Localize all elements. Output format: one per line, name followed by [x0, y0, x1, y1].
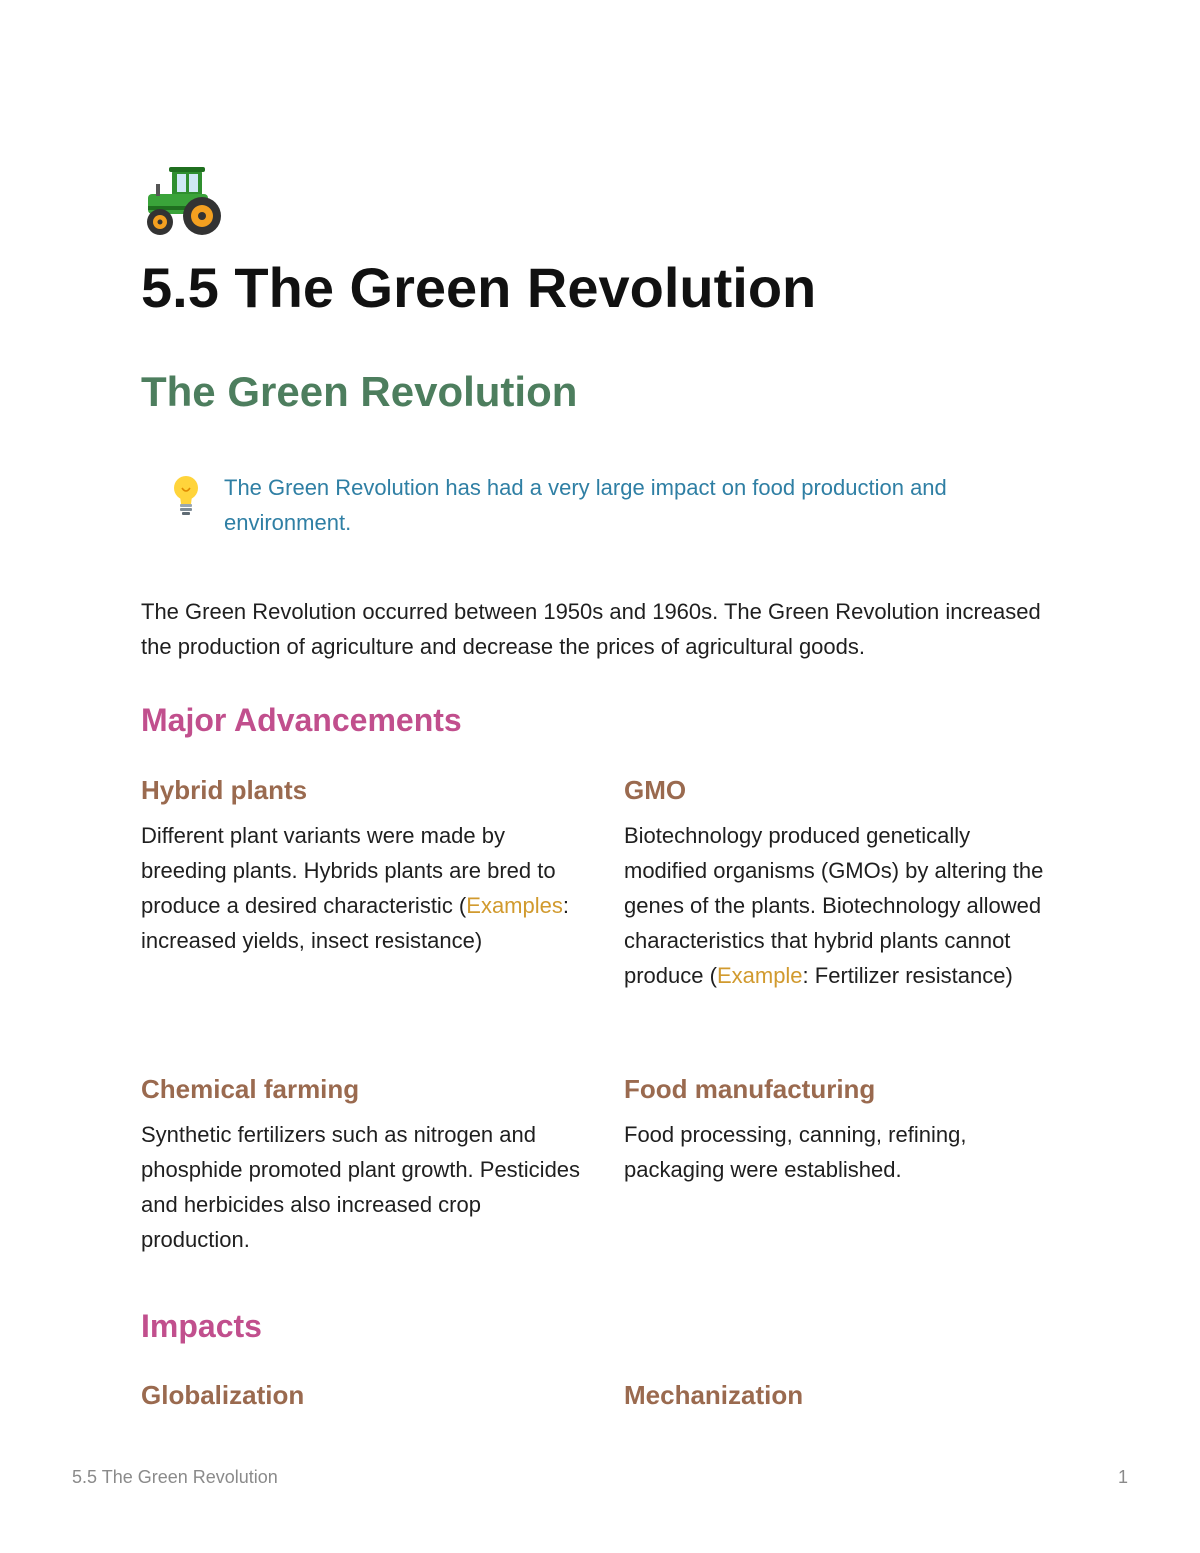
food-manufacturing-text: Food processing, canning, refining, packaging were established. — [624, 1122, 967, 1182]
light-bulb-icon — [171, 474, 201, 518]
example-highlight: Example — [716, 963, 803, 988]
callout — [141, 466, 1061, 546]
hybrid-text-before: Different plant variants were made by breeding plants. Hybrids plants are bred to produce a desired characteristic ( — [141, 823, 556, 918]
footer-title: 5.5 The Green Revolution — [72, 1467, 278, 1487]
heading-hybrid-plants: Hybrid plants — [141, 775, 308, 805]
heading-gmo: GMO — [624, 775, 687, 805]
hybrid-text-after: : increased yields, insect resistance) — [141, 893, 569, 953]
intro-paragraph: The Green Revolution occurred between 1950s and 1960s. The Green Revolution increased the production of agriculture and decrease the prices of agricultural goods. — [141, 599, 1041, 659]
chemical-farming-text: Synthetic fertilizers such as nitrogen and phosphide promoted plant growth. Pesticides and herbicides also increased crop production. — [141, 1122, 581, 1252]
heading-mechanization: Mechanization — [624, 1380, 804, 1410]
callout-text: The Green Revolution has had a very large impact on food production and environment. — [224, 475, 947, 535]
heading-food-manufacturing: Food manufacturing — [624, 1074, 876, 1104]
page-title: 5.5 The Green Revolution — [141, 256, 817, 319]
examples-highlight: Examples — [466, 893, 563, 918]
page-number: 1 — [1117, 1467, 1128, 1487]
hybrid-plants-text — [141, 818, 581, 958]
gmo-text-before: Biotechnology produced genetically modified organisms (GMOs) by altering the genes of the plants. Biotechnology allowed characteristics that hybrid plants cannot produce ( — [624, 823, 1044, 988]
gmo-text — [624, 818, 1054, 993]
tractor-icon — [142, 166, 228, 236]
heading-chemical-farming: Chemical farming — [141, 1074, 360, 1104]
section-heading-green-revolution: The Green Revolution — [141, 368, 578, 415]
heading-globalization: Globalization — [141, 1380, 305, 1410]
heading-impacts: Impacts — [141, 1308, 262, 1344]
heading-major-advancements: Major Advancements — [141, 702, 462, 738]
gmo-text-after: : Fertilizer resistance) — [802, 963, 1013, 988]
